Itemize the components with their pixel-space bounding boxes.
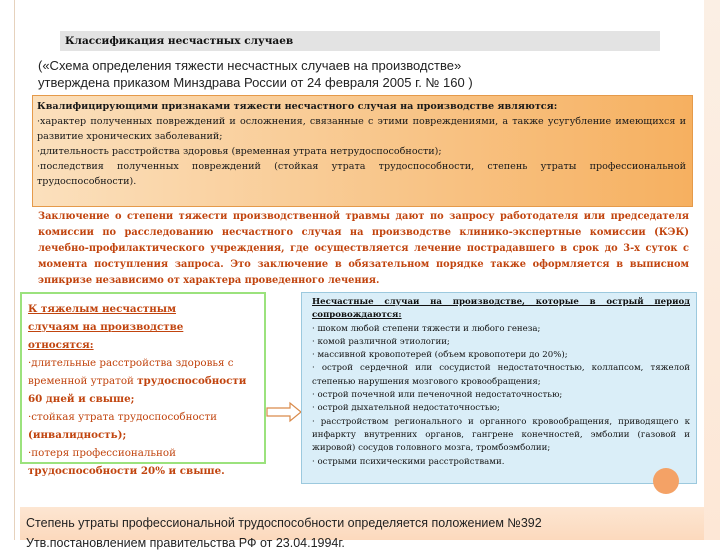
severe-title-line-3: относятся:	[28, 339, 94, 351]
criteria-item: ·длительность расстройства здоровья (временная утрата нетрудоспособности);	[37, 146, 442, 157]
decorative-side-strip	[704, 0, 720, 540]
severe-cases-box	[20, 292, 266, 477]
acute-item: · расстройством регионального и органного кровообращения, приводящего к инфаркту внутренних органов, гангрене конечностей, эмболии (газовой и жировой) сосудов головного мозга, тромбоэмболии;	[312, 416, 690, 454]
footer-line-2: Утв.постановлением правительства РФ от 23.04.1994г.	[26, 536, 345, 550]
severe-item-1-bold: трудоспособности 60 дней и свыше;	[28, 375, 247, 405]
acute-item: · острыми психическими расстройствами.	[312, 456, 505, 467]
acute-title-line-1: Несчастные случаи на производстве, которые в острый период	[312, 297, 690, 307]
severe-title-line-1: К тяжелым несчастным	[28, 303, 177, 315]
acute-item: · комой различной этиологии;	[312, 336, 450, 347]
acute-title-line-2: сопровождаются:	[312, 310, 402, 321]
conclusion-text: Заключение о степени тяжести производственной травмы дают по запросу работодателя или председателя комиссии по расследованию несчастного случая на производстве клинико-экспертные комиссии (КЭК) лечебно-профилактического учреждения, где осуществляется лечение пострадавшего в срок до 3-х суток с момента поступления запроса. Это заключение в обязательном порядке также оформляется в выписном эпикризе независимо от характера проведенного лечения.	[38, 211, 689, 286]
severe-item-1-text: ·длительные расстройства здоровья с временной утратой	[28, 357, 234, 387]
subtitle-line-1: («Схема определения тяжести несчастных случаев на производстве»	[38, 58, 462, 73]
severe-item-3-text: ·потеря профессиональной	[28, 447, 176, 459]
decorative-circle	[653, 468, 679, 494]
criteria-heading: Квалифицирующими признаками тяжести несчастного случая на производстве являются:	[37, 101, 558, 112]
slide-title: Классификация несчастных случаев	[60, 31, 660, 51]
criteria-item: ·характер полученных повреждений и осложнения, связанные с этими повреждениями, а также усугубление имеющихся и развитие хронических заболеваний;	[37, 116, 686, 142]
footer-note	[20, 507, 704, 550]
severe-item-2-bold: (инвалидность);	[28, 429, 127, 441]
severe-item-1	[28, 354, 258, 408]
severe-item-3	[28, 444, 258, 480]
severe-title-line-2: случаям на производстве	[28, 321, 184, 333]
acute-item: · массивной кровопотерей (объем кровопотери до 20%);	[312, 350, 568, 361]
acute-cases-box	[301, 292, 697, 484]
acute-item: · острой почечной или печеночной недостаточностью;	[312, 390, 563, 401]
subtitle	[38, 57, 678, 91]
severe-item-2-text: ·стойкая утрата трудоспособности	[28, 411, 218, 423]
subtitle-line-2: утверждена приказом Минздрава России от 24 февраля 2005 г. № 160 )	[38, 75, 473, 90]
arrow-right-icon	[266, 402, 302, 422]
severe-item-2	[28, 408, 258, 444]
acute-item: · острой дыхательной недостаточностью;	[312, 403, 500, 414]
criteria-box	[32, 95, 693, 207]
criteria-item: ·последствия полученных повреждений (стойкая утрата трудоспособности, степень утраты профессиональной трудоспособности).	[37, 161, 686, 187]
acute-item: · острой сердечной или сосудистой недостаточностью, коллапсом, тяжелой степенью нарушения мозгового кровообращения;	[312, 363, 690, 387]
acute-item: · шоком любой степени тяжести и любого генеза;	[312, 323, 541, 334]
footer-line-1: Степень утраты профессиональной трудоспособности определяется положением №392	[26, 516, 542, 530]
severe-item-3-bold: трудоспособности 20% и свыше.	[28, 465, 225, 477]
